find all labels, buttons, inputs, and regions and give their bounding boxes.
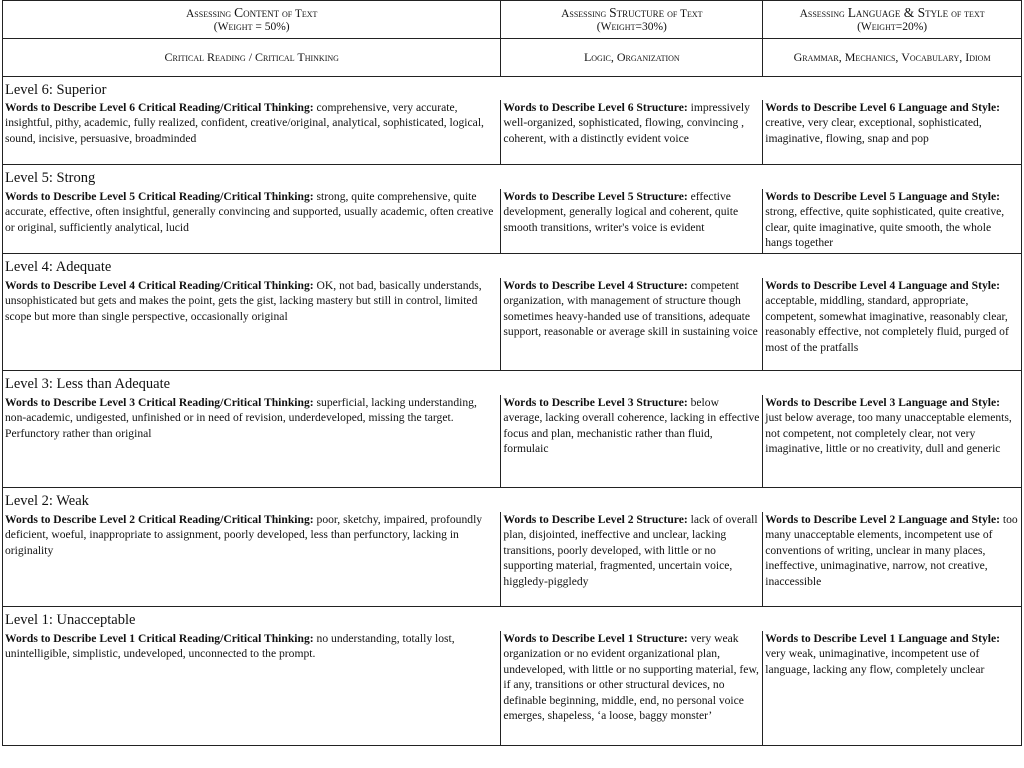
content-cell-label: Words to Describe Level 1 Critical Reading/Critical Thinking: [5,631,314,645]
content-cell [3,100,501,165]
content-cell-text: poor, sketchy, impaired, profoundly deficient, woeful, inappropriate to assignment, poorly developed, less than perfunctory, lacking in originality [5,512,483,557]
language-cell-text: too many unacceptable elements, incompetent use of conventions of writing, unclear in many places, ineffective, unimaginative, narrow, not creative, inaccessible [765,512,1018,588]
subheader-language: Grammar, Mechanics, Vocabulary, Idiom [763,39,1022,77]
language-cell [763,100,1022,165]
header-language: Assessing Language & Style of text (Weight=20%) [763,1,1022,39]
level-title-row [3,607,1022,631]
level-descriptor-row [3,189,1022,254]
level-title: Level 6: Superior [3,77,1022,100]
structure-cell [501,100,763,165]
content-cell-text: OK, not bad, basically understands, unsophisticated but gets and makes the point, gets the gist, lacking mastery but still in control, limited scope but more than single perspective, occasionally original [5,278,482,323]
content-cell [3,512,501,607]
structure-cell [501,512,763,607]
content-cell [3,189,501,254]
rubric-table [2,0,1022,746]
language-cell-text: just below average, too many unacceptable elements, not competent, not completely clear, not very imaginative, little or no creativity, dull and generic [765,411,1012,456]
language-cell-label: Words to Describe Level 2 Language and Style: [765,512,1000,526]
structure-cell-text: competent organization, with management of structure though sometimes heavy-handed use of transitions, adequate support, reasonable or average skill in sustaining voice [503,278,758,339]
language-cell-text: acceptable, middling, standard, appropriate, competent, somewhat imaginative, reasonably clear, reasonably effective, not completely fluid, purged of most of the pratfalls [765,294,1009,354]
content-cell-label: Words to Describe Level 5 Critical Reading/Critical Thinking: [5,189,314,203]
structure-cell-text: very weak organization or no evident organizational plan, undeveloped, with little or no supporting material, few, if any, transitions or other structural devices, no definable beginning, middle, end, no personal voice emerges, shapeless, ‘a loose, baggy monster’ [503,631,759,723]
header-structure: Assessing Structure of Text (Weight=30%) [501,1,763,39]
level-title: Level 1: Unacceptable [3,607,1022,631]
language-cell-label: Words to Describe Level 6 Language and Style: [765,100,1000,114]
language-cell [763,631,1022,746]
language-cell-text: creative, very clear, exceptional, sophisticated, imaginative, flowing, snap and pop [765,116,982,145]
content-cell-text: comprehensive, very accurate, insightful, pithy, academic, fully realized, confident, creative/original, analytical, sophisticated, logical, sound, incisive, persuasive, broadminded [5,100,484,145]
language-cell [763,278,1022,371]
language-cell-text: very weak, unimaginative, incompetent use of language, lacking any flow, completely unclear [765,647,985,676]
structure-cell-text: impressively well-organized, sophisticated, flowing, convincing , coherent, with a distinctly evident voice [503,100,750,145]
content-cell-text: superficial, lacking understanding, non-academic, undigested, unfinished or in need of revision, underdeveloped, missing the target. Perfunctory rather than original [5,395,477,440]
header-content: Assessing Content of Text (Weight = 50%) [3,1,501,39]
subheader-content: Critical Reading / Critical Thinking [3,39,501,77]
structure-cell-label: Words to Describe Level 1 Structure: [503,631,688,645]
level-descriptor-row [3,512,1022,607]
level-title: Level 4: Adequate [3,254,1022,278]
structure-cell [501,189,763,254]
structure-cell [501,631,763,746]
level-title: Level 3: Less than Adequate [3,371,1022,395]
structure-cell [501,278,763,371]
content-cell-label: Words to Describe Level 6 Critical Reading/Critical Thinking: [5,100,314,114]
structure-cell-label: Words to Describe Level 5 Structure: [503,189,688,203]
language-cell-label: Words to Describe Level 1 Language and Style: [765,631,1000,645]
content-cell [3,278,501,371]
structure-cell-text: lack of overall plan, disjointed, ineffective and unclear, lacking transitions, poorly developed, with little or no supporting material, fragmented, uncertain voice, higgledy-piggledy [503,512,758,588]
language-cell-text: strong, effective, quite sophisticated, quite creative, clear, quite imaginative, quite smooth, the whole hangs together [765,205,1005,250]
content-cell-label: Words to Describe Level 3 Critical Reading/Critical Thinking: [5,395,314,409]
level-title-row [3,371,1022,395]
subheader-row [3,39,1022,77]
structure-cell-label: Words to Describe Level 4 Structure: [503,278,688,292]
content-cell-label: Words to Describe Level 2 Critical Reading/Critical Thinking: [5,512,314,526]
level-descriptor-row [3,395,1022,488]
structure-cell-text: below average, lacking overall coherence, lacking in effective focus and plan, mechanistic rather than fluid, formulaic [503,395,760,456]
level-title-row [3,165,1022,189]
language-cell [763,395,1022,488]
level-title: Level 5: Strong [3,165,1022,189]
structure-cell-label: Words to Describe Level 2 Structure: [503,512,688,526]
subheader-structure: Logic, Organization [501,39,763,77]
header-row [3,1,1022,39]
structure-cell-label: Words to Describe Level 3 Structure: [503,395,688,409]
content-cell-text: no understanding, totally lost, unintelligible, simplistic, undeveloped, unconnected to the prompt. [5,631,455,661]
content-cell [3,631,501,746]
level-title-row [3,254,1022,278]
language-cell [763,512,1022,607]
content-cell-label: Words to Describe Level 4 Critical Reading/Critical Thinking: [5,278,314,292]
level-descriptor-row [3,631,1022,746]
level-title-row [3,77,1022,100]
content-cell [3,395,501,488]
structure-cell-text: effective development, generally logical and coherent, quite smooth transitions, writer's voice is evident [503,189,739,234]
level-title: Level 2: Weak [3,488,1022,512]
structure-cell [501,395,763,488]
language-cell-label: Words to Describe Level 3 Language and Style: [765,395,1000,409]
structure-cell-label: Words to Describe Level 6 Structure: [503,100,688,114]
level-descriptor-row [3,278,1022,371]
language-cell-label: Words to Describe Level 4 Language and Style: [765,278,1000,292]
language-cell [763,189,1022,254]
content-cell-text: strong, quite comprehensive, quite accurate, effective, often insightful, generally convincing and supported, usually academic, often creative or original, sufficiently analytical, lucid [5,189,494,234]
language-cell-label: Words to Describe Level 5 Language and Style: [765,189,1000,203]
level-title-row [3,488,1022,512]
level-descriptor-row [3,100,1022,165]
